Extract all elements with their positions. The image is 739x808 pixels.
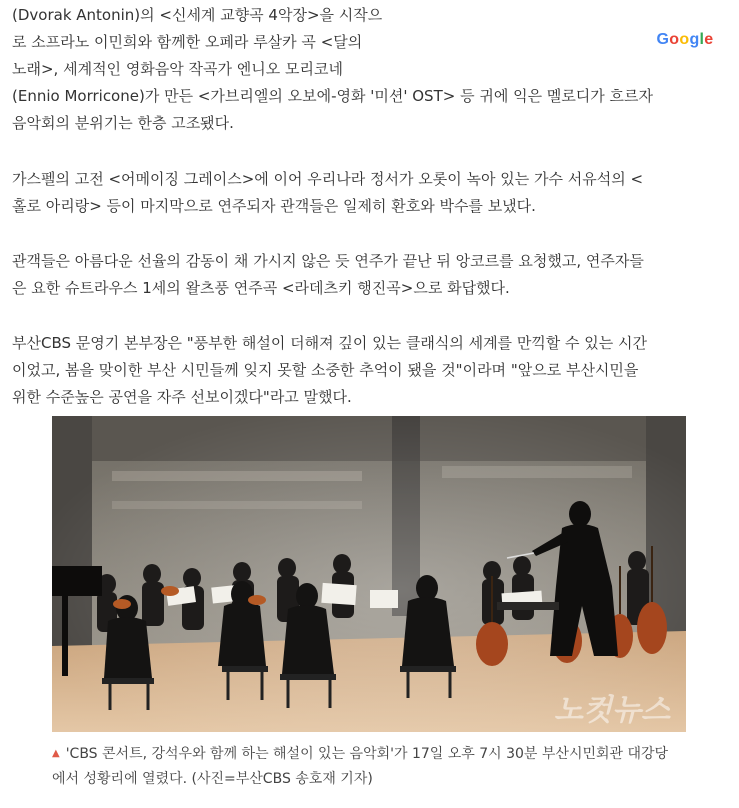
- caption-line: [52, 741, 702, 767]
- caption-line: 에서 성황리에 열렸다. (사진=부산CBS 송호재 기자): [52, 771, 373, 787]
- triangle-up-icon: ▲: [52, 748, 60, 759]
- orchestra-illustration: [52, 416, 686, 732]
- photo-caption: [52, 741, 702, 792]
- concert-photo[interactable]: [52, 416, 686, 732]
- logo-letter: l: [699, 31, 705, 48]
- article-paragraph: [12, 2, 724, 137]
- article-paragraph: [12, 330, 724, 411]
- paragraph-line: 이었고, 봄을 맞이한 부산 시민들께 잊지 못할 소중한 추억이 됐을 것"이라며 "앞으로 부산시민을: [12, 361, 639, 379]
- paragraph-line: 홀로 아리랑> 등이 마지막으로 연주되자 관객들은 일제히 환호와 박수를 보냈다.: [12, 197, 536, 215]
- paragraph-line: 로 소프라노 이민희와 함께한 오페라 루살카 곡 <달의: [12, 33, 363, 51]
- article-paragraph: [12, 248, 724, 302]
- logo-letter: G: [656, 31, 670, 48]
- paragraph-line: 은 요한 슈트라우스 1세의 왈츠풍 연주곡 <라데츠키 행진곡>으로 화답했다.: [12, 279, 510, 297]
- google-logo[interactable]: [657, 31, 714, 49]
- paragraph-line: (Ennio Morricone)가 만든 <가브리엘의 오보에-영화 '미션' OST> 등 귀에 익은 멜로디가 흐르자: [12, 87, 654, 105]
- paragraph-line: 음악회의 분위기는 한층 고조됐다.: [12, 114, 234, 132]
- paragraph-line: 관객들은 아름다운 선율의 감동이 채 가시지 않은 듯 연주가 끝난 뒤 앙코르를 요청했고, 연주자들: [12, 252, 644, 270]
- paragraph-line: 가스펠의 고전 <어메이징 그레이스>에 이어 우리나라 정서가 오롯이 녹아 있는 가수 서유석의 <: [12, 170, 644, 188]
- photo-watermark: 노컷뉴스: [554, 694, 670, 727]
- logo-letter: g: [689, 31, 700, 48]
- paragraph-line: 위한 수준높은 공연을 자주 선보이겠다"라고 말했다.: [12, 388, 352, 406]
- paragraph-line: 부산CBS 문영기 본부장은 "풍부한 해설이 더해져 깊이 있는 클래식의 세계를 만끽할 수 있는 시간: [12, 334, 648, 352]
- caption-text: 'CBS 콘서트, 강석우와 함께 하는 해설이 있는 음악회'가 17일 오후 7시 30분 부산시민회관 대강당: [65, 746, 669, 762]
- article-paragraph: [12, 166, 724, 220]
- logo-letter: o: [669, 31, 680, 48]
- logo-letter: o: [679, 31, 690, 48]
- logo-letter: e: [704, 31, 714, 48]
- google-ad-badge[interactable]: [640, 22, 730, 58]
- paragraph-line: 노래>, 세계적인 영화음악 작곡가 엔니오 모리코네: [12, 60, 343, 78]
- paragraph-line: (Dvorak Antonin)의 <신세계 교향곡 4악장>을 시작으: [12, 6, 383, 24]
